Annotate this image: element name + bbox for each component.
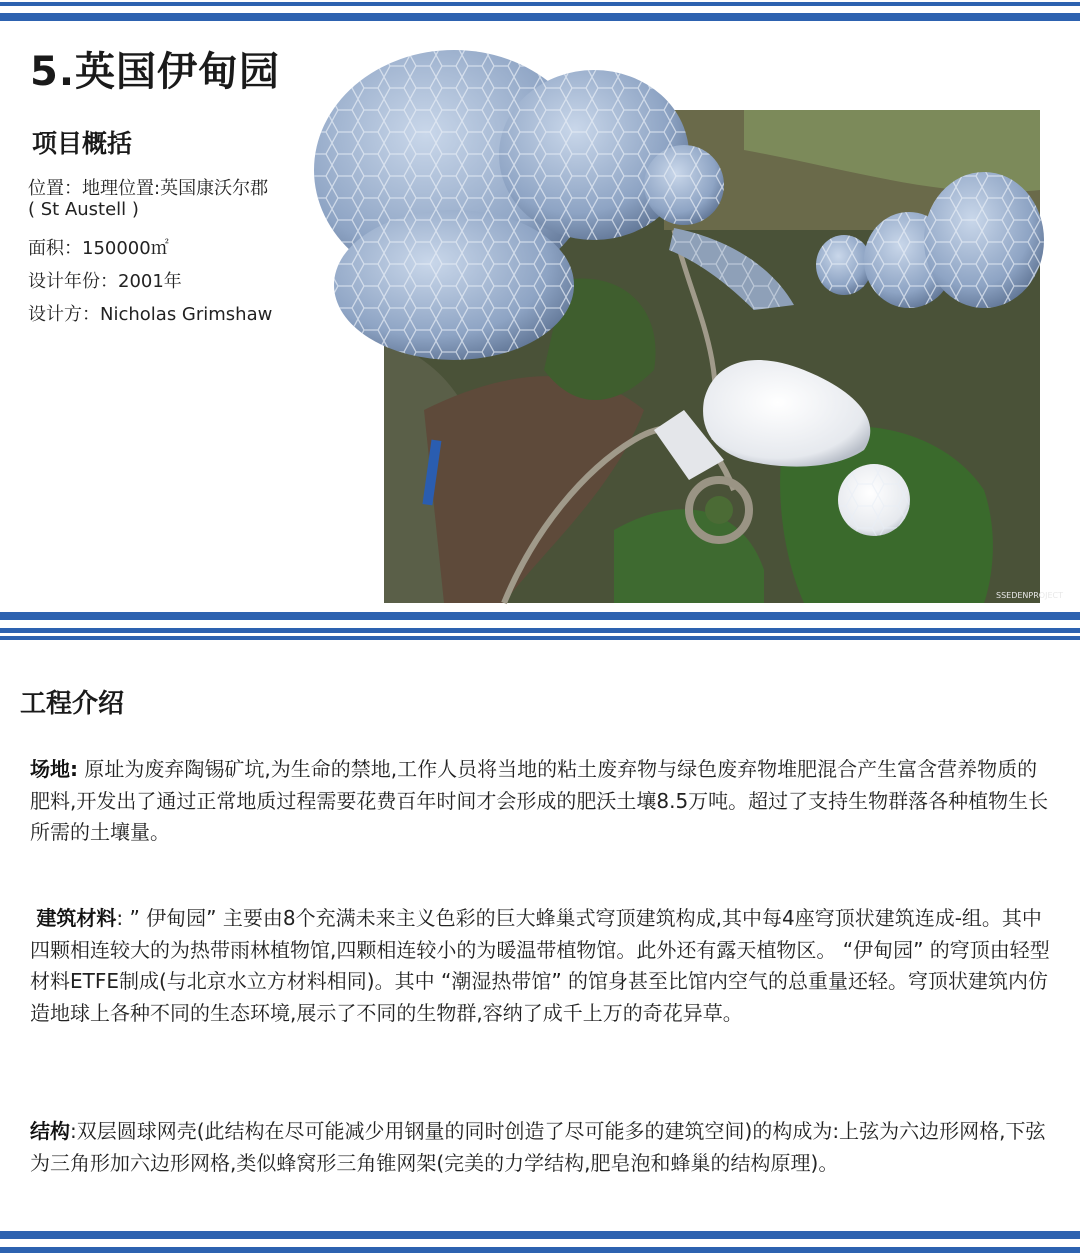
structure-text: :双层圆球网壳(此结构在尽可能减少用钢量的同时创造了尽可能多的建筑空间)的构成为:上弦为六边形网格,下弦为三角形加六边形网格,类似蜂窝形三角锥网架(完美的力学结构,肥皂泡和蜂巢的结构原理)。 [30, 1119, 1046, 1175]
year-label: 设计年份： [28, 271, 118, 292]
structure-paragraph [30, 1116, 1050, 1179]
top-border-thin [0, 2, 1080, 6]
location-label: 位置： [28, 178, 82, 199]
aerial-photo [384, 110, 1063, 603]
overview-heading: 项目概括 [32, 129, 133, 158]
site-label: 场地: [30, 757, 78, 781]
area-line [28, 232, 368, 265]
top-border-thick [0, 13, 1080, 21]
aerial-photo-svg [384, 110, 1063, 603]
overview-info [28, 172, 368, 331]
designer-line [28, 298, 368, 331]
location-sub: ( St Austell ) [28, 199, 139, 220]
bottom-border-thick [0, 1231, 1080, 1239]
engineering-heading: 工程介绍 [20, 689, 125, 719]
site-text: 原址为废弃陶锡矿坑,为生命的禁地,工作人员将当地的粘土废弃物与绿色废弃物堆肥混合产生富含营养物质的肥料,开发出了通过正常地质过程需要花费百年时间才会形成的肥沃土壤8.5万吨。超过了支持生物群落各种植物生长所需的土壤量。 [30, 757, 1049, 844]
mid-border-thin [0, 628, 1080, 633]
page-title: 5.英国伊甸园 [30, 49, 281, 95]
material-paragraph [30, 903, 1050, 1029]
mid-border-thick [0, 612, 1080, 620]
mid-border-thin-2 [0, 636, 1080, 640]
bottom-border-thin [0, 1247, 1080, 1253]
material-text: : ” 伊甸园” 主要由8个充满未来主义色彩的巨大蜂巢式穹顶建筑构成,其中每4座穹顶状建筑连成-组。其中四颗相连较大的为热带雨林植物馆,四颗相连较小的为暖温带植物馆。此外还有露天植物区。 “伊甸园” 的穹顶由轻型材料ETFE制成(与北京水立方材料相同)。其中 “潮湿热带馆” 的馆身甚至比馆内空气的总重量还轻。穹顶状建筑内仿造地球上各种不同的生态环境,展示了不同的生物群,容纳了成千上万的奇花异草。 [30, 906, 1050, 1025]
area-label: 面积： [28, 238, 82, 259]
photo-watermark: SSEDENPROJECT [996, 591, 1063, 600]
area-value: 150000㎡ [82, 238, 169, 259]
designer-label: 设计方： [28, 304, 100, 325]
structure-label: 结构 [30, 1119, 70, 1143]
location-value: 地理位置:英国康沃尔郡 [82, 178, 269, 199]
designer-value: Nicholas Grimshaw [100, 304, 273, 325]
year-value: 2001年 [118, 271, 182, 292]
site-paragraph [30, 754, 1050, 849]
material-label: 建筑材料 [36, 906, 117, 930]
year-line [28, 265, 368, 298]
